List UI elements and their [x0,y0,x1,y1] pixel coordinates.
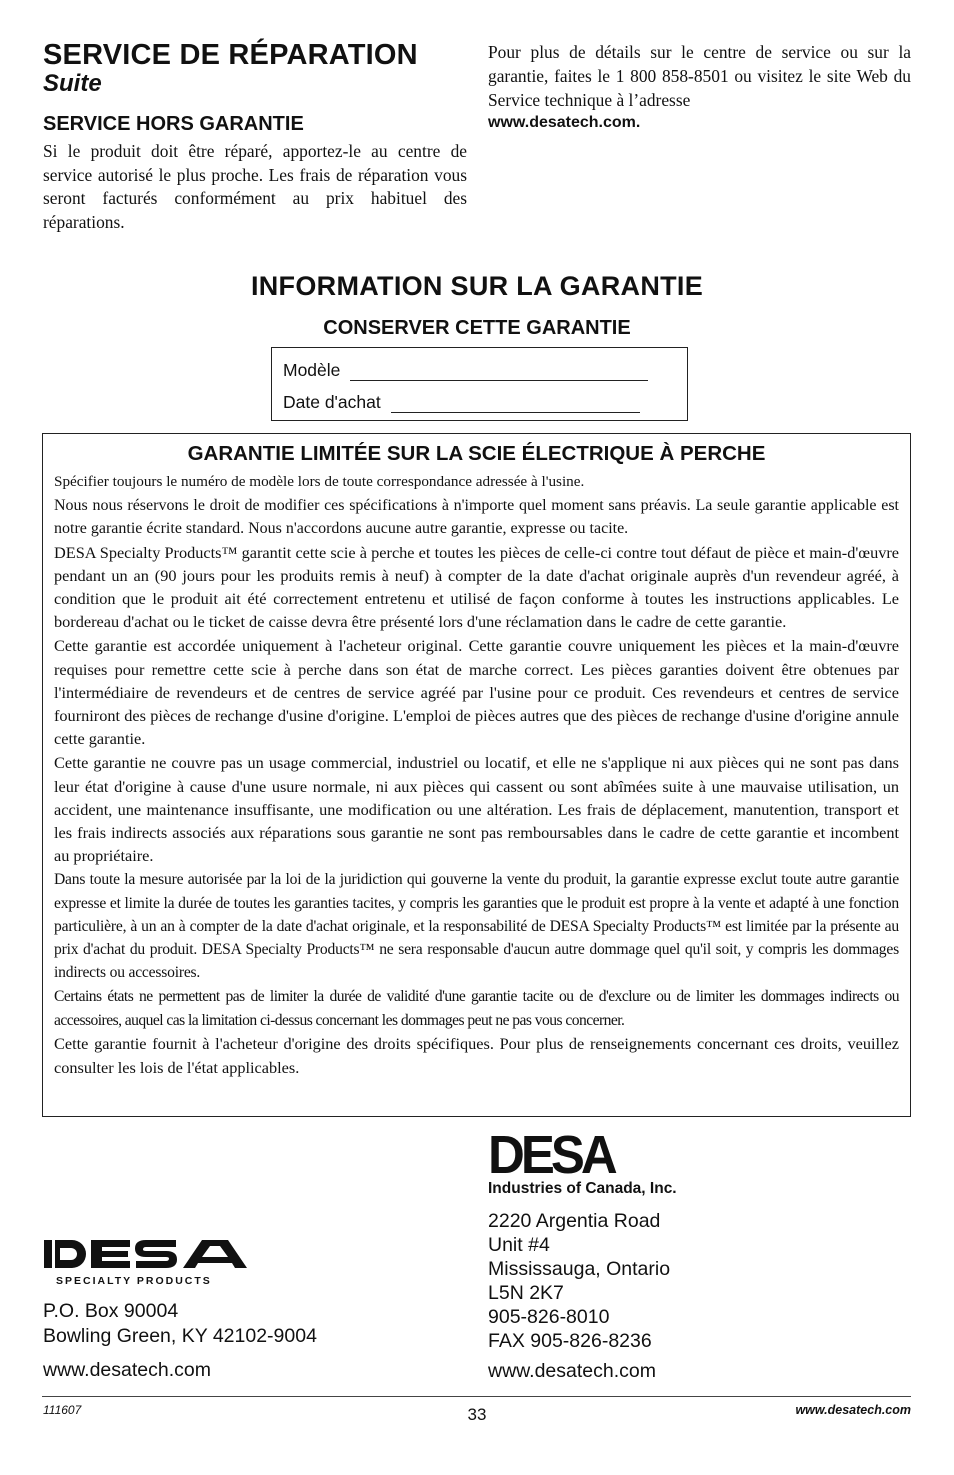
service-subtitle: Suite [43,70,102,97]
service-info-text: Pour plus de détails sur le centre de service ou sur la garantie, faites le 1 800 858-8501 ou visitez le site Web du Service technique à l’adresse [488,42,911,110]
desa-canada-company: Industries of Canada, Inc. [488,1180,677,1197]
canada-website[interactable]: www.desatech.com [488,1360,656,1382]
desa-specialty-logo [42,1236,247,1288]
warranty-paragraph: Spécifier toujours le numéro de modèle lors de toute correspondance adressée à l'usine. [54,473,585,490]
service-info [488,40,911,134]
model-row [283,360,648,381]
warranty-paragraph: Cette garantie fournit à l'acheteur d'origine des droits spécifiques. Pour plus de renseignements concernant ces droits, veuillez consulter les lois de l'état applicables. [54,1034,899,1077]
fax-line: FAX 905-826-8236 [488,1330,652,1352]
warranty-paragraph: Dans toute la mesure autorisée par la loi de la juridiction qui gouverne la vente du produit, la garantie expresse exclut toute autre garantie expresse et limite la durée de toutes les garanties tacites, y compris les garanties que le produit est propre à la vente et adapté à une fonction particulière, à un an à compter de la date d'achat originale, et la responsabilité de DESA Specialty Products™ est limitée par la présente au prix d'achat du produit. DESA Specialty Products™ ne sera responsable d'aucun autre dommage quel qu'il soit, y compris les dommages indirects ou accessoires. [54,871,899,982]
footer-doc-code: 111607 [43,1403,82,1417]
page-number: 33 [467,1405,487,1424]
warranty-title: INFORMATION SUR LA GARANTIE [250,271,704,301]
warranty-paragraph: DESA Specialty Products™ garantit cette scie à perche et toutes les pièces de celle-ci contre tout défaut de pièce et main-d'œuvre pendant un an (90 jours pour les produits remis à neuf) à compter de la date d'achat originale auprès d'un revendeur agréé, à condition que le produit ait été correctement entretenu et utilisé de façon conforme à toutes les instructions applicables. Le bordereau d'achat ou le ticket de caisse devra être présenté lors d'une réclamation dans le cadre de cette garantie. [54,542,899,632]
phone-line: 905-826-8010 [488,1306,610,1328]
model-record-box [271,347,688,421]
address-line: 2220 Argentia Road [488,1210,661,1232]
footer-website[interactable]: www.desatech.com [795,1403,911,1417]
limited-warranty-title: GARANTIE LIMITÉE SUR LA SCIE ÉLECTRIQUE À PERCHE [187,442,766,465]
limited-warranty-box [42,433,911,1117]
address-line: Unit #4 [488,1234,550,1256]
us-website[interactable]: www.desatech.com [43,1359,211,1381]
service-text: Si le produit doit être réparé, apportez-le au centre de service autorisé le plus proche. Les frais de réparation vous seront facturés conformément au prix habituel des réparations. [43,141,467,232]
service-title: SERVICE DE RÉPARATION [43,39,418,71]
address-line: Bowling Green, KY 42102-9004 [43,1325,317,1347]
warranty-paragraph: Cette garantie ne couvre pas un usage commercial, industriel ou locatif, et elle ne s'applique ni aux pièces qui ne sont pas dans leur état d'origine à cause d'une usure normale, ni aux pièces qui cassent ou sont abîmées suite à une mauvaise utilisation, un accident, une maintenance insuffisante, une modification ou une altération. Les frais de déplacement, manutention, transport et les frais indirects associés aux réparations sous garantie ne sont pas remboursables dans le cadre de cette garantie et incombent au propriétaire. [54,753,899,866]
warranty-paragraph: Certains états ne permettent pas de limiter la durée de validité d'une garantie tacite ou de d'exclure ou de limiter les dommages indirects ou accessoires, auquel cas la limitation ci-dessus concernant les dommages peut ne pas vous concerner. [54,988,899,1029]
service-info-link[interactable]: www.desatech.com. [488,114,641,131]
purchase-date-row [283,392,640,413]
warranty-paragraph: Nous nous réservons le droit de modifier ces spécifications à n'importe quel moment sans préavis. La seule garantie applicable est notre garantie écrite standard. Nous n'accordons aucune autre garantie, expresse ou tacite. [54,496,899,537]
canada-address [488,1209,670,1353]
footer-divider [42,1396,911,1397]
us-address [43,1299,317,1349]
desa-logo-letters [44,1240,247,1268]
keep-warranty-heading: CONSERVER CETTE GARANTIE [323,317,631,339]
desa-logo-subtitle: SPECIALTY PRODUCTS [56,1275,212,1287]
warranty-paragraph: Cette garantie est accordée uniquement à l'acheteur original. Cette garantie couvre uniquement les pièces et la main-d'œuvre requises pour remettre cette scie à perche dans son état de marche correct. Les pièces garanties doivent être obtenues par l'intermédiaire de revendeurs et de centres de service agréé par l'usine pour ce produit. Ces revendeurs et centres de service fourniront des pièces de rechange d'usine d'origine. L'emploi de pièces autres que des pièces de rechange d'usine d'origine annule cette garantie. [54,636,899,749]
model-blank-line[interactable] [350,365,648,381]
purchase-date-label: Date d'achat [283,392,381,412]
model-label: Modèle [283,360,341,380]
address-line: Mississauga, Ontario [488,1258,671,1280]
desa-canada-logo: DESA [488,1124,614,1185]
purchase-date-blank-line[interactable] [391,397,640,413]
address-line: L5N 2K7 [488,1282,564,1304]
address-line: P.O. Box 90004 [43,1300,179,1322]
service-section [43,38,467,234]
service-heading: SERVICE HORS GARANTIE [43,113,304,135]
